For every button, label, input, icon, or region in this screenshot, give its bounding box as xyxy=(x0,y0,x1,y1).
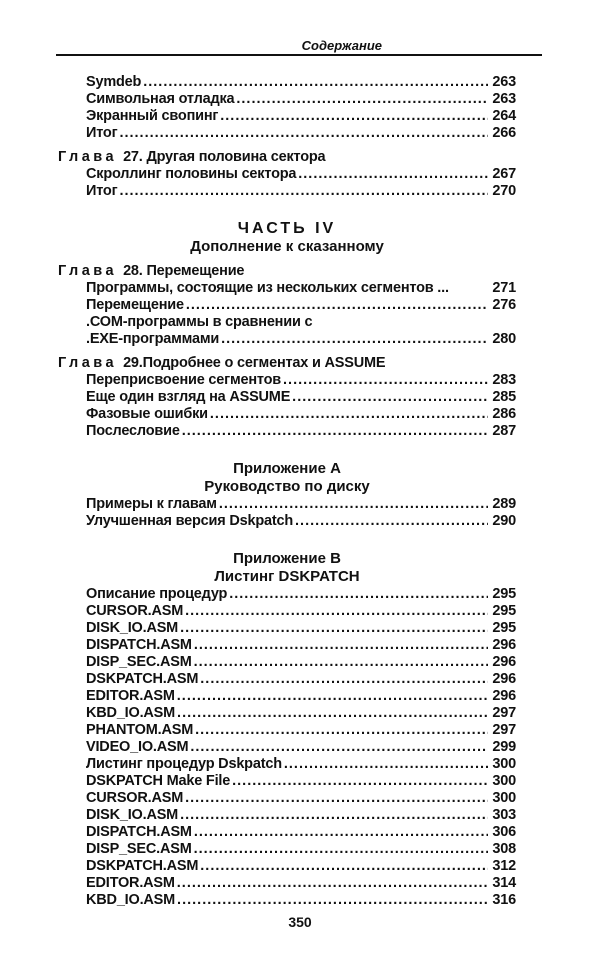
running-header xyxy=(56,38,542,56)
entry-label: Программы, состоящие из нескольких сегментов ... xyxy=(86,280,449,296)
toc-entry xyxy=(58,892,516,909)
leader-dots xyxy=(200,858,488,875)
leader-dots xyxy=(284,756,488,773)
entry-label: Листинг процедур Dskpatch xyxy=(86,756,282,772)
chapter-heading xyxy=(58,355,516,372)
entry-page: 299 xyxy=(492,739,516,755)
leader-dots xyxy=(185,790,488,807)
entry-page: 308 xyxy=(492,841,516,857)
leader-dots xyxy=(292,389,488,406)
entry-page: 267 xyxy=(492,166,516,182)
toc-entry xyxy=(58,807,516,824)
entry-page: 300 xyxy=(492,756,516,772)
leader-dots xyxy=(194,841,488,858)
leader-dots xyxy=(298,166,488,183)
entry-label: Итог xyxy=(86,125,118,141)
entry-label: Итог xyxy=(86,183,118,199)
entry-page: 290 xyxy=(492,513,516,529)
entry-page: 271 xyxy=(492,280,516,296)
leader-dots xyxy=(177,688,488,705)
entry-label: KBD_IO.ASM xyxy=(86,892,176,908)
entry-label: VIDEO_IO.ASM xyxy=(86,739,189,755)
entry-page: 280 xyxy=(492,331,516,347)
toc-entry xyxy=(58,739,516,756)
appendix-subtitle: Листинг DSKPATCH xyxy=(214,568,360,585)
leader-dots xyxy=(236,91,488,108)
entry-page: 286 xyxy=(492,406,516,422)
entry-label: Экранный свопинг xyxy=(86,108,219,124)
leader-dots xyxy=(177,705,488,722)
entry-page: 296 xyxy=(492,654,516,670)
entry-label: KBD_IO.ASM xyxy=(86,705,176,721)
toc-entry xyxy=(58,858,516,875)
entry-label: DISK_IO.ASM xyxy=(86,807,179,823)
leader-dots xyxy=(200,671,488,688)
entry-page: 306 xyxy=(492,824,516,840)
entry-label: DISPATCH.ASM xyxy=(86,824,192,840)
entry-page: 300 xyxy=(492,790,516,806)
chapter-prefix: Глава xyxy=(58,355,118,371)
toc-entry xyxy=(58,841,516,858)
chapter-title: 29.Подробнее о сегментах и ASSUME xyxy=(123,355,386,371)
entry-label: Скроллинг половины сектора xyxy=(86,166,297,182)
leader-dots xyxy=(232,773,488,790)
entry-page: 297 xyxy=(492,722,516,738)
header-title: Содержание xyxy=(301,38,382,53)
leader-dots xyxy=(195,722,488,739)
entry-label: Symdeb xyxy=(86,74,142,90)
entry-label: Еще один взгляд на ASSUME xyxy=(86,389,291,405)
leader-dots xyxy=(283,372,488,389)
leader-dots xyxy=(186,297,488,314)
toc-entry xyxy=(58,756,516,773)
entry-page: 297 xyxy=(492,705,516,721)
toc-entry xyxy=(58,603,516,620)
leader-dots xyxy=(219,496,488,513)
entry-page: 270 xyxy=(492,183,516,199)
entry-page: 312 xyxy=(492,858,516,874)
entry-page: 287 xyxy=(492,423,516,439)
toc-entry xyxy=(58,74,516,91)
toc-entry xyxy=(58,637,516,654)
toc-entry xyxy=(58,790,516,807)
entry-page: 303 xyxy=(492,807,516,823)
toc-entry xyxy=(58,688,516,705)
toc-entry xyxy=(58,372,516,389)
toc-entry xyxy=(58,671,516,688)
toc-entry-line1 xyxy=(58,314,516,331)
appendix-subtitle: Руководство по диску xyxy=(204,478,370,495)
entry-page: 296 xyxy=(492,688,516,704)
entry-label: Послесловие xyxy=(86,423,180,439)
toc-entry xyxy=(58,406,516,423)
leader-dots xyxy=(119,183,488,200)
part-subtitle: Дополнение к сказанному xyxy=(190,238,384,255)
toc-entry xyxy=(58,183,516,200)
appendix-b-entries xyxy=(58,586,516,909)
chapter-title: 27. Другая половина сектора xyxy=(123,149,326,165)
entry-page: 285 xyxy=(492,389,516,405)
entry-label: DSKPATCH Make File xyxy=(86,773,231,789)
leader-dots xyxy=(185,603,488,620)
entry-label: PHANTOM.ASM xyxy=(86,722,194,738)
entry-label: Описание процедур xyxy=(86,586,228,602)
toc-entry xyxy=(58,875,516,892)
entry-label: DISP_SEC.ASM xyxy=(86,841,192,857)
toc-entry xyxy=(58,513,516,530)
chapter-28 xyxy=(58,263,516,348)
toc-entry xyxy=(58,654,516,671)
entry-page: 276 xyxy=(492,297,516,313)
toc-entry xyxy=(58,108,516,125)
chapter-29 xyxy=(58,355,516,440)
entry-page: 296 xyxy=(492,671,516,687)
leader-dots xyxy=(182,423,488,440)
entry-label: EDITOR.ASM xyxy=(86,688,175,704)
entry-label: DSKPATCH.ASM xyxy=(86,671,199,687)
entry-page: 263 xyxy=(492,74,516,90)
entry-page: 316 xyxy=(492,892,516,908)
entry-label: .EXE-программами xyxy=(86,331,220,347)
entry-page: 314 xyxy=(492,875,516,891)
chapter-prefix: Глава xyxy=(58,149,118,165)
entry-label: DISK_IO.ASM xyxy=(86,620,179,636)
appendix-a xyxy=(58,460,516,530)
entry-label: Примеры к главам xyxy=(86,496,217,512)
leader-dots xyxy=(180,620,488,637)
entry-label: DISPATCH.ASM xyxy=(86,637,192,653)
appendix-heading: Приложение А xyxy=(233,460,341,477)
toc-entry xyxy=(58,824,516,841)
entry-label: Улучшенная версия Dskpatch xyxy=(86,513,294,529)
leader-dots xyxy=(194,637,488,654)
toc-entry-line2 xyxy=(58,331,516,348)
entry-page: 266 xyxy=(492,125,516,141)
entry-page: 283 xyxy=(492,372,516,388)
chapter-prefix: Глава xyxy=(58,263,118,279)
entry-page: 289 xyxy=(492,496,516,512)
entry-page: 295 xyxy=(492,620,516,636)
leader-dots xyxy=(194,824,488,841)
leader-dots xyxy=(180,807,488,824)
toc-entry xyxy=(58,620,516,637)
entry-label: DISP_SEC.ASM xyxy=(86,654,192,670)
toc-entry xyxy=(58,773,516,790)
toc-entry xyxy=(58,280,516,297)
entry-page: 263 xyxy=(492,91,516,107)
toc-entry xyxy=(58,496,516,513)
toc-entry xyxy=(58,389,516,406)
entry-label: CURSOR.ASM xyxy=(86,603,184,619)
chapter-heading xyxy=(58,149,516,166)
leader-dots xyxy=(229,586,488,603)
entry-page: 264 xyxy=(492,108,516,124)
entry-page: 300 xyxy=(492,773,516,789)
leader-dots xyxy=(177,875,488,892)
page-number: 350 xyxy=(288,914,312,930)
part-heading: ЧАСТЬ IV xyxy=(237,220,337,237)
leader-dots xyxy=(190,739,488,756)
leader-dots xyxy=(210,406,488,423)
toc-entry xyxy=(58,722,516,739)
appendix-b xyxy=(58,550,516,909)
leader-dots xyxy=(177,892,488,909)
toc-entry xyxy=(58,297,516,314)
leader-dots xyxy=(119,125,488,142)
entry-label: DSKPATCH.ASM xyxy=(86,858,199,874)
entry-page: 295 xyxy=(492,586,516,602)
chapter-heading xyxy=(58,263,516,280)
entry-label: Фазовые ошибки xyxy=(86,406,208,422)
entry-label: .СОМ-программы в сравнении с xyxy=(86,314,313,330)
entry-label: CURSOR.ASM xyxy=(86,790,184,806)
chapter-title: 28. Перемещение xyxy=(123,263,245,279)
leader-dots xyxy=(295,513,488,530)
entry-label: Символьная отладка xyxy=(86,91,235,107)
entry-page: 296 xyxy=(492,637,516,653)
leader-dots xyxy=(143,74,488,91)
entry-label: EDITOR.ASM xyxy=(86,875,175,891)
chapter-27 xyxy=(58,149,516,200)
appendix-heading: Приложение В xyxy=(233,550,341,567)
toc-entry xyxy=(58,125,516,142)
section-top xyxy=(58,74,516,142)
toc-entry xyxy=(58,166,516,183)
entry-label: Перемещение xyxy=(86,297,184,313)
toc-entry xyxy=(58,705,516,722)
entry-label: Переприсвоение сегментов xyxy=(86,372,282,388)
toc-entry xyxy=(58,586,516,603)
leader-dots xyxy=(220,108,488,125)
toc-entry xyxy=(58,423,516,440)
leader-dots xyxy=(194,654,488,671)
entry-page: 295 xyxy=(492,603,516,619)
leader-dots xyxy=(221,331,488,348)
toc-entry xyxy=(58,91,516,108)
table-of-contents xyxy=(58,74,516,909)
